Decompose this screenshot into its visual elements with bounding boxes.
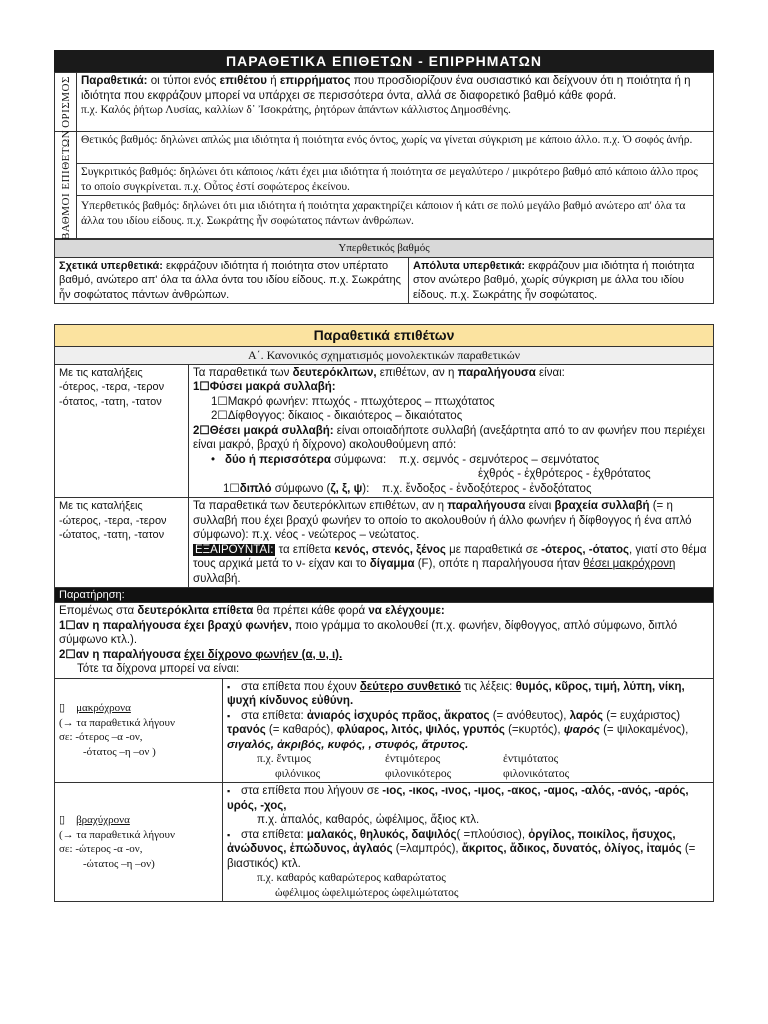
adjectives-title: Παραθετικά επιθέτων [54,324,714,347]
superlative-table [54,239,714,304]
adjectives-table [54,346,714,902]
degrees-side-label: ΒΑΘΜΟΙ ΕΠΙΘΕΤΩΝ [55,132,77,239]
row2-endings: Με τις καταλήξεις -ώτερος, -τερα, -τερον -ώτατος, -τατη, -τατον [55,498,189,588]
definition-table [54,72,714,239]
note-strip-cell [55,588,714,603]
except-tag: ΕΞΑΙΡΟΥΝΤΑΙ: [195,543,274,556]
checkbox-icon: ▯ [59,814,66,826]
superlative-header: Υπερθετικός βαθμός [55,240,714,258]
note-body: Επομένως στα δευτερόκλιτα επίθετα θα πρέπει κάθε φορά να ελέγχουμε: 1☐αν η παραλήγουσα έχει βραχύ φωνήεν, ποιο γράμμα το ακολουθεί (π.χ. φωνήεν, δίφθογγος, απλό σύμφωνο, διπλό σύμφωνο κτλ.). 2☐αν η παραλήγουσα έχει δίχρονο φωνήεν (α, υ, ι). Τότε τα δίχρονα μπορεί να είναι: [55,603,714,679]
relative-superlative: Σχετικά υπερθετικά: εκφράζουν ιδιότητα ή ποιότητα στον υπέρτατο βαθμό, ανώτερο απ' όλα τα άλλα όντα του ιδίου είδους. π.χ. Σωκράτης ἦν σοφώτατος πάντων ἀνθρώπων. [55,257,409,304]
worksheet [54,50,714,902]
row1-endings: Με τις καταλήξεις -ότερος, -τερα, -τερον -ότατος, -τατη, -τατον [55,364,189,498]
superlative-degree: Υπερθετικός βαθμός: δηλώνει ότι μια ιδιότητα ή ποιότητα χαρακτηρίζει κάποιον ή κάτι σε πολύ μεγάλο βαθμό ανώτερο απ' όλα τα άλλα του ιδίου είδους. π.χ. Σωκράτης ἦν σοφώτατος πάντων ἀνθρώπων. [77,196,714,239]
long-vowel-rules: ▪ στα επίθετα που έχουν δεύτερο συνθετικό τις λέξεις: θυμός, κῦρος, τιμή, λύπη, νίκη, ψυχή κίνδυνος εὐθύνη. ▪ στα επίθετα: ἀνιαρός ἰσχυρός πρᾶος, ἄκρατος (= ανόθευτος), λαρός (= ευχάριστος) τρανός (= καθαρός), φλύαρος, λιτός, ψιλός, γρυπός (=κυρτός), ψαρός (= ψιλοκαμένος), σιγαλός, ἀκριβός, κυφός, , στυφός, ἄτρυτος. π.χ. ἔντιμος ἐντιμότερος ἐντιμότατος φιλόνικος φιλονικότερος φιλονικότατος [223,678,714,783]
short-vowel-rules: ▪ στα επίθετα που λήγουν σε -ιος, -ικος, -ινος, -ιμος, -ακος, -αμος, -αλός, -ανός, -αρός, υρός, -χος, π.χ. ἁπαλός, καθαρός, ὠφέλιμος, ἄξιος κτλ. ▪ στα επίθετα: μαλακός, θηλυκός, δαψιλός( =πλούσιος), ὀργίλος, ποικίλος, ἥσυχος, ἀνώδυνος, ἐπώδυνος, ἀγλαός (=λαμπρός), ἄκριτος, ἄδικος, δυνατός, ὀλίγος, ἰταμός (= βιαστικός) κτλ. π.χ. καθαρός καθαρώτερος καθαρώτατος ὠφέλιμος ὠφελιμώτερος ὠφελιμώτατος [223,783,714,902]
adjectives-subtitle: Α΄. Κανονικός σχηματισμός μονολεκτικών παραθετικών [55,347,714,365]
positive-degree: Θετικός βαθμός: δηλώνει απλώς μια ιδιότητα ή ποιότητα ενός όντος, χωρίς να γίνεται σύγκριση με κάποιο άλλο. π.χ. Ὁ σοφός ἀνήρ. [77,132,714,164]
note-strip: Παρατήρηση: [55,588,713,602]
absolute-superlative: Απόλυτα υπερθετικά: εκφράζουν μια ιδιότητα ή ποιότητα στον ανώτερο βαθμό, χωρίς σύγκριση με άλλα του ιδίου είδους. π.χ. Σωκράτης ἦν σοφώτατος. [409,257,714,304]
comparative-degree: Συγκριτικός βαθμός: δηλώνει ότι κάποιος /κάτι έχει μια ιδιότητα ή ποιότητα σε μεγαλύτερο / μικρότερο βαθμό από κάποιο άλλο προς το οποίο συγκρίνεται. π.χ. Οὗτος ἐστί σοφώτερος ἐκείνου. [77,164,714,196]
definition-side-label: ΟΡΙΣΜΟΣ [55,73,77,132]
short-vowel-label: ▯ βραχύχρονα (→ τα παραθετικά λήγουν σε: -ώτερος -α -ον, -ώτατος –η –ον) [55,783,223,902]
definition-cell: Παραθετικά: οι τύποι ενός επιθέτου ή επιρρήματος που προσδιορίζουν ένα ουσιαστικό και δείχνουν ότι η ποιότητα ή η ιδιότητα που εκφράζουν μπορεί να υπάρχει σε περισσότερα όντα, αλλά σε διαφορετικό βαθμό κάθε φορά. π.χ. Καλός ῥήτωρ Λυσίας, καλλίων δ᾽ Ἰσοκράτης, ῥητόρων ἁπάντων κάλλιστος Δημοσθένης. [77,73,714,132]
row1-rules: Τα παραθετικά των δευτερόκλιτων, επιθέτων, αν η παραλήγουσα είναι: 1☐Φύσει μακρά συλλαβή: 1☐Μακρό φωνήεν: πτωχός - πτωχότερος – πτωχότατος 2☐Δίφθογγος: δίκαιος - δικαιότερος – δικαιότατος 2☐Θέσει μακρά συλλαβή: είναι οποιαδήποτε συλλαβή (ανεξάρτητα από το αν φωνήεν που περιέχει είναι μακρό, βραχύ ή δίχρονο) ακολουθούμενη από: • δύο ή περισσότερα σύμφωνα: π.χ. σεμνός - σεμνότερος – σεμνότατος ἐχθρός - ἐχθρότερος - ἐχθρότατος 1☐διπλό σύμφωνο (ζ, ξ, ψ): π.χ. ἔνδοξος - ἐνδοξότερος - ἐνδοξότατος [189,364,714,498]
checkbox-icon: ▯ [59,702,66,715]
long-vowel-label: ▯ μακρόχρονα (→ τα παραθετικά λήγουν σε: -ότερος –α -ον, -ότατος –η –ον ) [55,678,223,783]
page-title: ΠΑΡΑΘΕΤΙΚΑ ΕΠΙΘΕΤΩΝ - ΕΠΙΡΡΗΜΑΤΩΝ [54,50,714,72]
row2-rules: Τα παραθετικά των δευτερόκλιτων επιθέτων, αν η παραλήγουσα είναι βραχεία συλλαβή (= η συλλαβή που έχει βραχύ φωνήεν το οποίο το ακολουθούν ή άλλο φωνήεν ή δίφθογγος ή ένα απλό σύμφωνο): π.χ. νέος - νεώτερος – νεώτατος. ΕΞΑΙΡΟΥΝΤΑΙ: τα επίθετα κενός, στενός, ξένος με παραθετικά σε -ότερος, -ότατος, γιατί στο θέμα τους αρχικά μετά το ν- είχαν και το δίγαμμα (F), οπότε η παραλήγουσα ήταν θέσει μακρόχρονη συλλαβή. [189,498,714,588]
